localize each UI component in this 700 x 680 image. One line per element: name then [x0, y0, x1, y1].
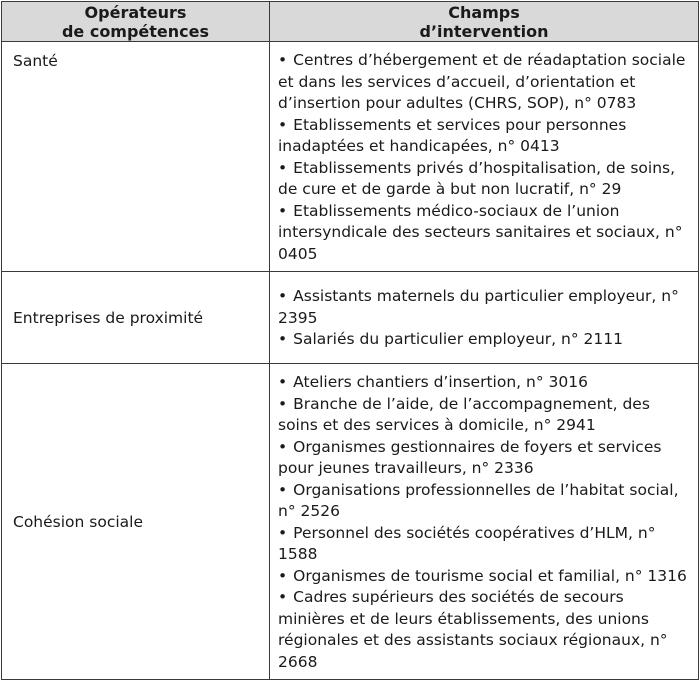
bullet-icon: •	[278, 330, 288, 349]
category-cell: Santé	[2, 42, 270, 272]
item-text: Organisations professionnelles de l’habitat social, n° 2526	[278, 480, 679, 520]
bullet-icon: •	[278, 394, 288, 413]
item-text: Etablissements et services pour personnes inadaptées et handicapées, n° 0413	[278, 115, 627, 155]
bullet-icon: •	[278, 51, 288, 69]
header-fields	[270, 2, 699, 42]
bullet-icon: •	[278, 588, 288, 606]
bullet-icon: •	[278, 523, 288, 542]
header-fields-line1: Champs	[448, 2, 520, 22]
bullet-icon: •	[278, 158, 288, 177]
list-item	[278, 523, 694, 566]
header-row	[2, 2, 699, 42]
bullet-icon: •	[278, 437, 288, 456]
bullet-icon: •	[278, 373, 288, 391]
item-text: Organismes gestionnaires de foyers et services pour jeunes travailleurs, n° 2336	[278, 437, 662, 477]
item-text: Cadres supérieurs des sociétés de secours minières et de leurs établissements, des unions régionales et des assistants sociaux régionaux, n° 2668	[278, 588, 668, 671]
item-text: Organismes de tourisme social et familial, n° 1316	[293, 566, 687, 585]
header-operators-line1: Opérateurs	[84, 2, 187, 22]
item-text: Centres d’hébergement et de réadaptation sociale et dans les services d’accueil, d’orientation et d’insertion pour adultes (CHRS, SOP), n° 0783	[278, 51, 686, 112]
bullet-icon: •	[278, 201, 288, 220]
fields-cell	[270, 42, 699, 272]
list-item	[278, 286, 694, 329]
list-item	[278, 50, 694, 115]
list-item	[278, 394, 694, 437]
list-item	[278, 437, 694, 480]
list-item	[278, 566, 694, 588]
list-item	[278, 587, 694, 673]
list-item	[278, 115, 694, 158]
item-text: Salariés du particulier employeur, n° 2111	[293, 330, 623, 349]
fields-cell	[270, 272, 699, 364]
header-fields-line2: d’intervention	[419, 21, 549, 41]
bullet-icon: •	[278, 480, 288, 499]
item-text: Etablissements privés d’hospitalisation, de soins, de cure et de garde à but non lucratif, n° 29	[278, 158, 676, 198]
list-item	[278, 158, 694, 201]
row-entreprises-proximite	[2, 272, 699, 364]
item-text: Assistants maternels du particulier employeur, n° 2395	[278, 287, 679, 327]
header-operators-line2: de compétences	[61, 21, 210, 41]
bullet-icon: •	[278, 566, 288, 585]
item-text: Personnel des sociétés coopératives d’HLM, n° 1588	[278, 523, 656, 563]
bullet-icon: •	[278, 115, 288, 134]
item-text: Ateliers chantiers d’insertion, n° 3016	[293, 373, 588, 391]
list-item	[278, 329, 694, 351]
row-cohesion-sociale	[2, 364, 699, 680]
list-item	[278, 372, 694, 394]
bullet-icon: •	[278, 287, 288, 306]
header-operators	[2, 2, 270, 42]
category-cell: Cohésion sociale	[2, 364, 270, 680]
list-item	[278, 480, 694, 523]
list-item	[278, 201, 694, 266]
item-text: Etablissements médico-sociaux de l’union intersyndicale des secteurs sanitaires et sociaux, n° 0405	[278, 201, 683, 263]
fields-cell	[270, 364, 699, 680]
item-text: Branche de l’aide, de l’accompagnement, des soins et des services à domicile, n° 2941	[278, 394, 650, 434]
row-sante	[2, 42, 699, 272]
operators-table	[1, 1, 699, 680]
category-cell: Entreprises de proximité	[2, 272, 270, 364]
